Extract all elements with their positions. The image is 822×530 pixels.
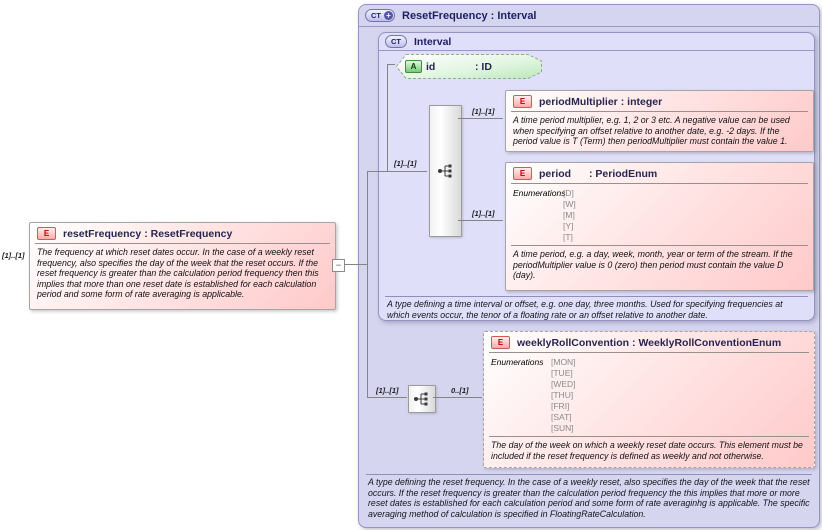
cardinality-source: [1]..[1] [2, 251, 25, 260]
element-weeklyrollconvention[interactable] [483, 331, 815, 468]
element-periodmultiplier[interactable] [505, 90, 814, 152]
panel-interval-annotation: A type defining a time interval or offset, e.g. one day, three months. Used for specifying frequencies at which events occur, the tenor of a floating rate or an offset relative to another date. [387, 299, 783, 320]
element-name: resetFrequency [63, 227, 142, 240]
element-name: weeklyRollConvention [517, 336, 630, 349]
ct-badge-text: CT [391, 37, 401, 46]
enumerations-label: Enumerations [513, 188, 566, 198]
enum-value: [THU] [551, 390, 574, 400]
panel-interval-title: Interval [414, 35, 452, 48]
enumerations-label: Enumerations [491, 357, 544, 367]
enum-value: [T] [563, 232, 573, 242]
element-annotation: The day of the week on which a weekly reset date occurs. This element must be included if the reset frequency is defined as weekly and not otherwise. [491, 440, 803, 461]
complextype-extension-icon [365, 9, 395, 22]
attribute-type: : ID [475, 60, 492, 73]
element-annotation: A time period multiplier, e.g. 1, 2 or 3 etc. A negative value can be used when specifying an offset relative to another date, e.g. -2 days. If the period value is T (Term) then periodMultiplier must contain the value 1. [513, 115, 790, 147]
panel-resetfrequency-header [359, 5, 819, 27]
collapse-handle[interactable] [332, 259, 345, 272]
element-type: : integer [620, 95, 663, 108]
enumerations-values [563, 188, 576, 243]
plus-icon: + [384, 11, 393, 20]
connector-to-extension-sequence [367, 397, 407, 398]
attribute-id-content [405, 54, 492, 79]
enumerations [506, 184, 813, 245]
element-weeklyrollconvention-header [484, 332, 814, 352]
enumerations-values [551, 357, 576, 434]
connector-source-to-panel [344, 264, 368, 265]
panel-interval [378, 32, 815, 321]
connector-to-period [458, 220, 503, 221]
element-period-header [506, 163, 813, 183]
sequence-compositor[interactable] [429, 105, 462, 237]
element-periodmultiplier-header [506, 91, 813, 111]
ct-badge-text: CT [371, 11, 381, 20]
cardinality-weeklyrollconvention: 0..[1] [451, 386, 469, 395]
enum-value: [Y] [563, 221, 574, 231]
connector-to-weeklyrollconvention [433, 397, 482, 398]
element-name: period [539, 167, 572, 180]
sequence-icon [413, 391, 431, 407]
enumerations [484, 353, 814, 436]
enum-value: [TUE] [551, 368, 573, 378]
element-type: : PeriodEnum [589, 167, 658, 180]
connector-attribute-trunk [387, 64, 388, 172]
sequence-compositor-extension[interactable] [408, 385, 436, 413]
divider [385, 296, 808, 297]
element-icon: E [491, 336, 510, 349]
enum-value: [SAT] [551, 412, 572, 422]
element-type: : WeeklyRollConventionEnum [632, 336, 782, 349]
cardinality-interval-sequence: [1]..[1] [394, 159, 417, 168]
element-annotation: The frequency at which reset dates occur. In the case of a weekly reset frequency, also specifies the day of the week that the reset occurs. If the reset frequency is greater than the calculation period frequency then this implies that more than one reset date is established for each calculation period and some form of rate averaging is applicable. [37, 247, 319, 300]
cardinality-extension-sequence: [1]..[1] [376, 386, 399, 395]
connector-to-id-attribute [387, 64, 395, 65]
sequence-icon [437, 163, 455, 179]
enum-value: [MON] [551, 357, 576, 367]
element-name: periodMultiplier [539, 95, 618, 108]
panel-title: ResetFrequency : Interval [402, 9, 537, 22]
divider [366, 474, 812, 475]
element-period[interactable] [505, 162, 814, 291]
complextype-icon [385, 35, 407, 48]
enum-value: [M] [563, 210, 575, 220]
enum-value: [SUN] [551, 423, 574, 433]
element-type: : ResetFrequency [144, 227, 233, 240]
enum-value: [D] [563, 188, 574, 198]
connector-to-interval-sequence [367, 171, 427, 172]
element-icon: E [513, 167, 532, 180]
connector-trunk [367, 171, 368, 398]
element-resetfrequency-header [30, 223, 335, 243]
panel-resetfrequency-annotation: A type defining the reset frequency. In the case of a weekly reset, also specifies the day of the week that the reset occurs. If the reset frequency is greater than the calculation period frequency the this implies that more or more reset dates is established for each calculation period and some form of rate averaginhg is applicable. The specific averaging method of calculation is specified in FloatingRateCalculation. [368, 477, 810, 519]
minus-icon: − [335, 260, 342, 270]
panel-resetfrequency [358, 4, 820, 528]
cardinality-periodmultiplier: [1]..[1] [472, 107, 495, 116]
element-resetfrequency[interactable] [29, 222, 336, 310]
attribute-id[interactable] [396, 54, 542, 79]
element-icon: E [37, 227, 56, 240]
enum-value: [FRI] [551, 401, 570, 411]
enum-value: [WED] [551, 379, 576, 389]
cardinality-period: [1]..[1] [472, 209, 495, 218]
connector-to-periodmultiplier [458, 118, 503, 119]
enum-value: [W] [563, 199, 576, 209]
element-annotation: A time period, e.g. a day, week, month, year or term of the stream. If the periodMultiplier value is 0 (zero) then period must contain the value D (day). [513, 249, 793, 281]
attribute-icon: A [405, 60, 422, 73]
panel-interval-header [379, 33, 814, 51]
element-icon: E [513, 95, 532, 108]
attribute-name: id [426, 60, 436, 73]
